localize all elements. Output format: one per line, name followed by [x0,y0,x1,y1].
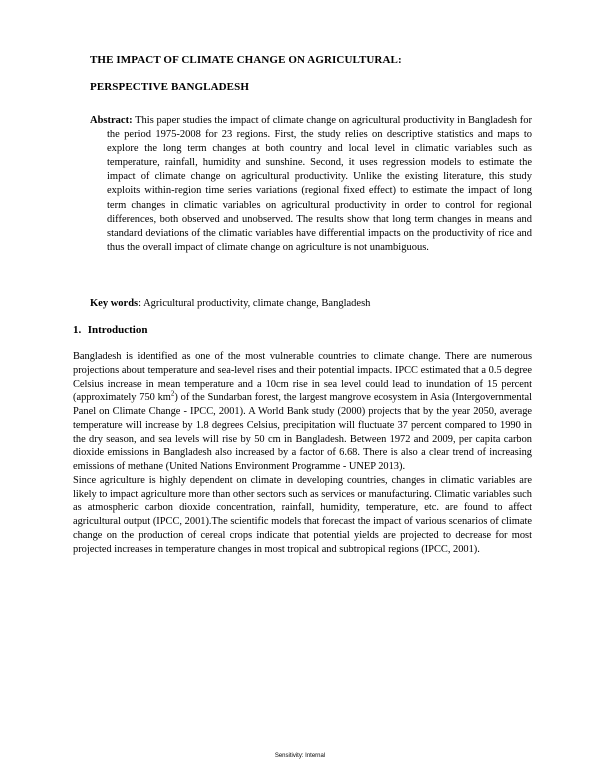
intro-p1-text-a: Bangladesh is identified as one of the most vulnerable countries to climate change. There are numerous projections about temperature and sea-level rises and their potential impacts. IPCC estimated that a 0.5 degree Celsius increase in mean temperature and a 10cm rise in sea level could lead to inundation of 15 percent (approximately 750 km [73,351,532,404]
sensitivity-footer: Sensitivity: Internal [274,753,326,759]
abstract-text: This paper studies the impact of climate change on agricultural productivity in Bangladesh for the period 1975-2008 for 23 regions. First, the study relies on descriptive statistics and maps to explore the long term changes at both country and local level in climatic variables such as temperature, rainfall, humidity and sunshine. Second, it uses regression models to estimate the impact of climate change on agricultural productivity. Unlike the existing literature, this study exploits within-region time series variations (regional fixed effect) to estimate the impact of long term changes in climatic variables on agricultural productivity in order to control for regional differences, both observed and unobserved. The results show that long term changes in means and standard deviations of the climatic variables have differential impacts on the productivity of rice and thus the overall impact of climate change on agriculture is not unambiguous. [107,115,532,253]
keywords-label: Key words [90,298,139,309]
section-title: Introduction [87,324,148,336]
intro-paragraph-1 [73,350,532,474]
paper-title-line-1: THE IMPACT OF CLIMATE CHANGE ON AGRICULTURAL: [90,54,402,66]
section-heading-introduction [73,323,147,337]
intro-paragraph-2: Since agriculture is highly dependent on climate in developing countries, changes in climatic variables are likely to impact agriculture more than other sectors such as services or manufacturing. Climatic variables such as atmospheric carbon dioxide concentration, rainfall, humidity, temperature, etc. are found to affect agricultural output (IPCC, 2001).The scientific models that forecast the impact of various scenarios of climate change on the production of cereal crops indicate that potential yields are projected to decrease for most projected increases in temperature changes in most tropical and subtropical regions (IPCC, 2001). [73,474,532,555]
section-number: 1. [73,324,82,336]
superscript-2: 2 [170,389,175,398]
paper-title-line-2: PERSPECTIVE BANGLADESH [90,81,249,93]
intro-p1-text-b: ) of the Sundarban forest, the largest mangrove ecosystem in Asia (Intergovernmental Panel on Climate Change - IPCC, 2001). A World Bank study (2000) projects that by the year 2050, average temperature will increase by 1.8 degrees Celsius, precipitation will fluctuate 37 percent compared to 1990 in the dry season, and sea levels will rise by 50 cm in Bangladesh. Between 1972 and 2009, per capita carbon dioxide emissions in Bangladesh also increased by a factor of 6.68. There is also a clear trend of increasing emissions of methane (United Nations Environment Programme - UNEP 2013). [73,392,532,472]
abstract-label: Abstract: [90,115,133,126]
abstract [90,114,532,255]
abstract-paragraph [90,114,532,255]
keywords [90,297,370,311]
introduction-body [73,350,532,556]
keywords-text: : Agricultural productivity, climate change, Bangladesh [138,298,371,309]
